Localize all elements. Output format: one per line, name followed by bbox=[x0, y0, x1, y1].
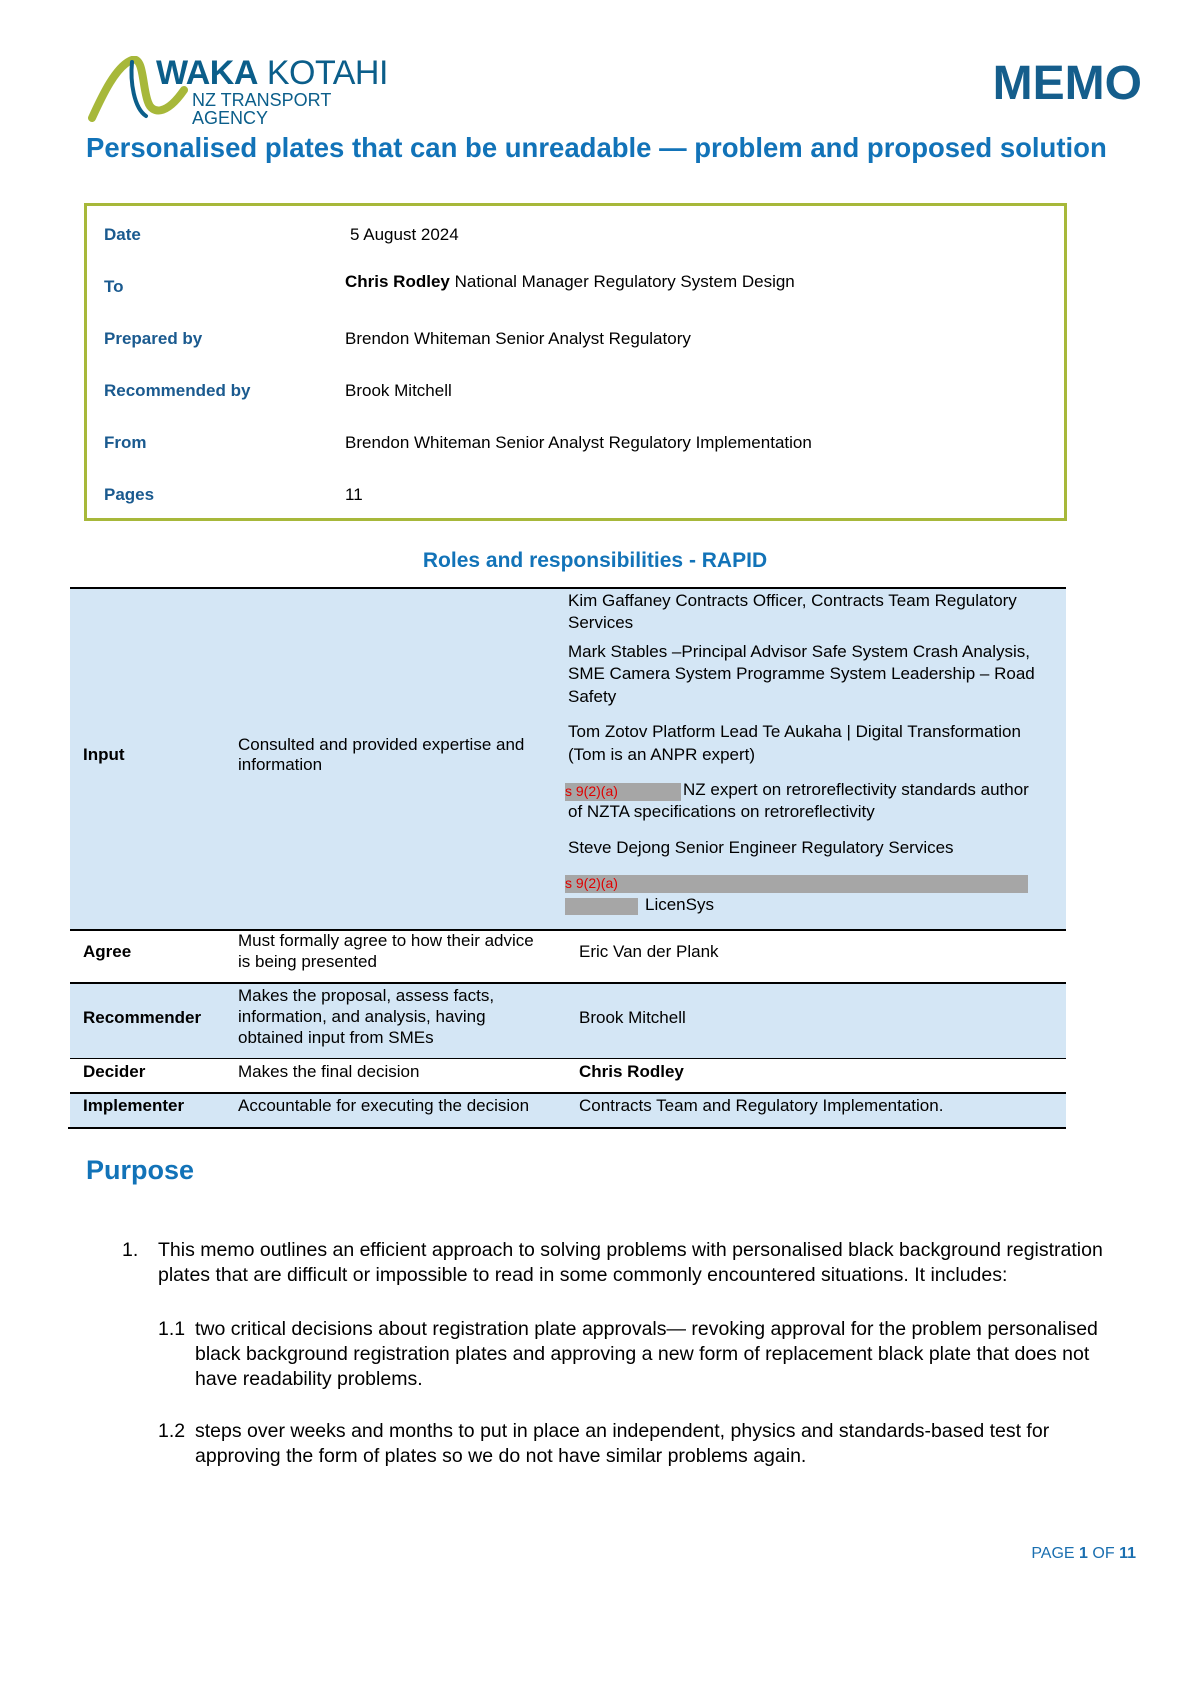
table-rule bbox=[70, 1058, 1066, 1059]
memo-details-box bbox=[84, 203, 1067, 521]
waka-kotahi-logo bbox=[88, 56, 418, 126]
input-person-4-line2: of NZTA specifications on retroreflectivity bbox=[568, 802, 875, 821]
input-person-4-line1: NZ expert on retroreflectivity standards author bbox=[683, 780, 1029, 799]
redaction-block bbox=[565, 898, 638, 915]
of-word: OF bbox=[1092, 1545, 1115, 1562]
page-indicator bbox=[1031, 1545, 1136, 1563]
page-title: Personalised plates that can be unreadable — problem and proposed solution bbox=[86, 132, 1107, 163]
people-agree: Eric Van der Plank bbox=[579, 942, 719, 961]
to-value bbox=[345, 272, 795, 292]
from-label: From bbox=[104, 433, 147, 452]
logo-subtitle-line2: AGENCY bbox=[192, 108, 269, 128]
item-1-line2: plates that are difficult or impossible to read in some commonly encountered situations. It includes: bbox=[158, 1264, 1008, 1286]
recommended-by-value: Brook Mitchell bbox=[345, 381, 452, 400]
role-decider: Decider bbox=[83, 1062, 146, 1081]
input-person-5: Steve Dejong Senior Engineer Regulatory Services bbox=[568, 838, 954, 857]
table-rule bbox=[70, 1092, 1066, 1094]
desc-input-line1: Consulted and provided expertise and bbox=[238, 735, 525, 754]
prepared-by-value: Brendon Whiteman Senior Analyst Regulatory bbox=[345, 329, 691, 348]
role-input: Input bbox=[83, 745, 125, 764]
to-name: Chris Rodley bbox=[345, 272, 450, 291]
to-label: To bbox=[104, 277, 124, 296]
desc-agree-line1: Must formally agree to how their advice bbox=[238, 931, 534, 950]
role-implementer: Implementer bbox=[83, 1096, 185, 1115]
input-person-6-tail: LicenSys bbox=[645, 895, 714, 914]
recommended-by-label: Recommended by bbox=[104, 381, 251, 400]
pages-value: 11 bbox=[345, 485, 363, 504]
desc-recommender-line1: Makes the proposal, assess facts, bbox=[238, 986, 495, 1005]
people-decider: Chris Rodley bbox=[579, 1062, 684, 1081]
input-person-2-line3: Safety bbox=[568, 687, 617, 706]
role-recommender: Recommender bbox=[83, 1008, 202, 1027]
redaction-label-1: s 9(2)(a) bbox=[565, 783, 618, 799]
item-number-1: 1. bbox=[122, 1239, 139, 1261]
date-value: 5 August 2024 bbox=[350, 225, 459, 244]
purpose-heading: Purpose bbox=[86, 1155, 195, 1185]
redaction-block bbox=[565, 875, 1028, 893]
item-number-1-2: 1.2 bbox=[158, 1420, 186, 1442]
page-total: 11 bbox=[1119, 1545, 1136, 1562]
to-role: National Manager Regulatory System Design bbox=[449, 272, 795, 291]
page-current: 1 bbox=[1079, 1545, 1088, 1562]
desc-input-line2: information bbox=[238, 755, 323, 774]
item-1-1-line2: black background registration plates and approving a new form of replacement black plate that does not bbox=[195, 1343, 1090, 1365]
desc-agree-line2: is being presented bbox=[238, 952, 377, 971]
logo-wordmark bbox=[156, 54, 388, 93]
input-person-1-line1: Kim Gaffaney Contracts Officer, Contracts Team Regulatory bbox=[568, 591, 1017, 610]
item-number-1-1: 1.1 bbox=[158, 1318, 186, 1340]
item-1-2-line1: steps over weeks and months to put in place an independent, physics and standards-based test for bbox=[195, 1420, 1050, 1442]
input-person-3-line2: (Tom is an ANPR expert) bbox=[568, 745, 756, 764]
people-implementer: Contracts Team and Regulatory Implementation. bbox=[579, 1096, 944, 1115]
desc-implementer: Accountable for executing the decision bbox=[238, 1096, 530, 1115]
logo-brand-bold: WAKA bbox=[156, 54, 258, 92]
item-1-2-line2: approving the form of plates so we do not have similar problems again. bbox=[195, 1445, 807, 1467]
from-value: Brendon Whiteman Senior Analyst Regulatory Implementation bbox=[345, 433, 812, 452]
logo-subtitle-line1: NZ TRANSPORT bbox=[192, 90, 332, 110]
input-person-1-line2: Services bbox=[568, 613, 634, 632]
input-person-3-line1: Tom Zotov Platform Lead Te Aukaha | Digital Transformation bbox=[568, 722, 1021, 741]
people-recommender: Brook Mitchell bbox=[579, 1008, 686, 1027]
role-agree: Agree bbox=[83, 942, 132, 961]
input-person-2-line1: Mark Stables –Principal Advisor Safe System Crash Analysis, bbox=[568, 642, 1031, 661]
item-1-1-line3: have readability problems. bbox=[195, 1368, 423, 1390]
logo-brand-light: KOTAHI bbox=[266, 54, 388, 92]
prepared-by-label: Prepared by bbox=[104, 329, 203, 348]
rapid-heading: Roles and responsibilities - RAPID bbox=[422, 549, 768, 572]
redaction-label-2: s 9(2)(a) bbox=[565, 875, 618, 891]
item-1-1-line1: two critical decisions about registration plate approvals— revoking approval for the problem personalised bbox=[195, 1318, 1098, 1340]
desc-recommender-line3: obtained input from SMEs bbox=[238, 1028, 434, 1047]
input-person-2-line2: SME Camera System Programme System Leadership – Road bbox=[568, 664, 1035, 683]
document-type: MEMO bbox=[992, 57, 1142, 110]
pages-label: Pages bbox=[104, 485, 155, 504]
table-rule bbox=[70, 982, 1066, 984]
table-rule bbox=[68, 1127, 1066, 1129]
desc-recommender-line2: information, and analysis, having bbox=[238, 1007, 486, 1026]
date-label: Date bbox=[104, 225, 141, 244]
desc-decider: Makes the final decision bbox=[238, 1062, 420, 1081]
page-word: PAGE bbox=[1031, 1545, 1075, 1562]
item-1-line1: This memo outlines an efficient approach to solving problems with personalised black background registration bbox=[158, 1239, 1103, 1261]
